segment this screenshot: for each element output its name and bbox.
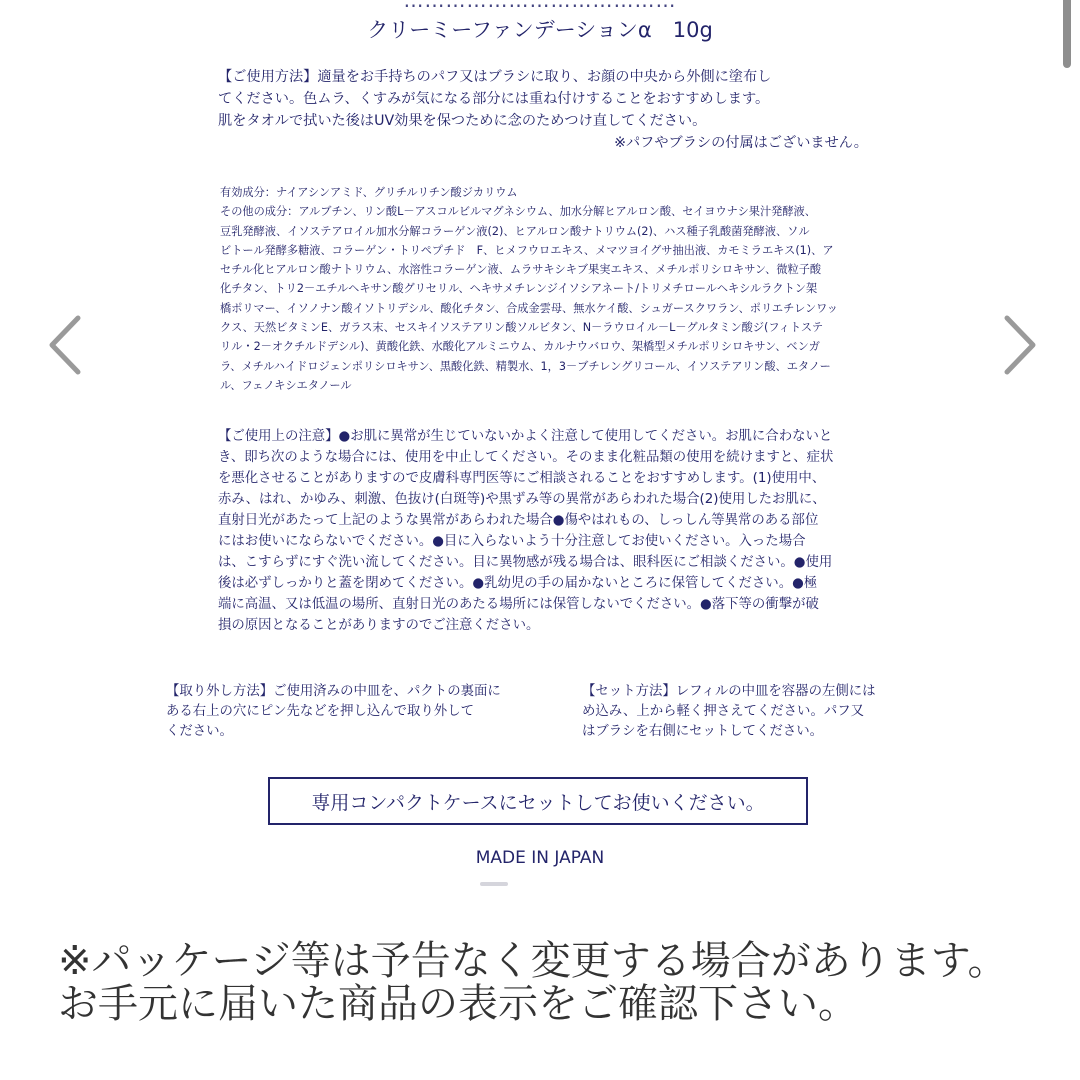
caution-line: を悪化させることがありますので皮膚科専門医等にご相談されることをおすすめします。(1)使用中、 — [218, 471, 826, 486]
next-image-button[interactable] — [995, 310, 1045, 380]
compact-case-notice-text: 専用コンパクトケースにセットしてお使いください。 — [311, 791, 765, 814]
ingredients-line: 化チタン、トリ2－エチルヘキサン酸グリセリル、ヘキサメチレンジイソシアネート/トリメチロールヘキシルラクトン架 — [220, 282, 818, 296]
ingredients-line: 豆乳発酵液、イソステアロイル加水分解コラーゲン液(2)、ヒアルロン酸ナトリウム(2)、ハス種子乳酸菌発酵液、ソル — [220, 224, 810, 238]
ingredients-line: ラ、メチルハイドロジェンポリシロキサン、黒酸化鉄、精製水、1，3－ブチレングリコール、イソステアリン酸、エタノー — [220, 359, 831, 373]
removal-instructions — [166, 682, 546, 742]
usage-line: 【ご使用方法】適量をお手持ちのパフ又はブラシに取り、お顔の中央から外側に塗布し — [218, 69, 772, 85]
caution-line: 後は必ずしっかりと蓋を閉めてください。●乳幼児の手の届かないところに保管してください。●極 — [218, 576, 818, 591]
usage-instructions — [218, 66, 868, 154]
decorative-mark — [480, 882, 508, 886]
setup-line: 【セット方法】レフィルの中皿を容器の左側には — [582, 684, 876, 699]
ingredients-line: 橋ポリマー、イソノナン酸イソトリデシル、酸化チタン、合成金雲母、無水ケイ酸、シュガースクワラン、ポリエチレンワッ — [220, 301, 838, 315]
ingredients-line: その他の成分：アルブチン、リン酸L－アスコルビルマグネシウム、加水分解ヒアルロン酸、セイヨウナシ果汁発酵液、 — [220, 205, 816, 219]
removal-line: ください。 — [166, 724, 233, 739]
removal-line: ある右上の穴にピン先などを押し込んで取り外して — [166, 704, 474, 719]
caution-line: 損の原因となることがありますのでご注意ください。 — [218, 618, 540, 633]
caution-line: は、こすらずにすぐ洗い流してください。目に異物感が残る場合は、眼科医にご相談ください。●使用 — [218, 555, 833, 570]
ingredients-line: ビトール発酵多糖液、コラーゲン・トリペプチド F、ヒメフウロエキス、メマツヨイグサ抽出液、カモミラエキス(1)、ア — [220, 243, 834, 257]
product-name: クリーミーファンデーションα 10g — [367, 18, 713, 42]
compact-case-notice — [268, 777, 808, 825]
usage-note: ※パフやブラシの付属はございません。 — [614, 135, 868, 151]
caution-line: 端に高温、又は低温の場所、直射日光のあたる場所には保管しないでください。●落下等の衝撃が破 — [218, 597, 819, 612]
usage-line: 肌をタオルで拭いた後はUV効果を保つために念のためつけ直してください。 — [218, 113, 707, 129]
caution-line: 赤み、はれ、かゆみ、刺激、色抜け(白斑等)や黒ずみ等の異常があらわれた場合(2)使用したお肌に、 — [218, 492, 826, 507]
setup-line: め込み、上から軽く押さえてください。パフ又 — [582, 704, 865, 719]
usage-line: てください。色ムラ、くすみが気になる部分には重ね付けすることをおすすめします。 — [218, 91, 770, 107]
caution-section — [218, 426, 868, 636]
ingredients-line: セチル化ヒアルロン酸ナトリウム、水溶性コラーゲン液、ムラサキシキブ果実エキス、メチルポリシロキサン、微粒子酸 — [220, 263, 822, 277]
package-change-disclaimer: ※パッケージ等は予告なく変更する場合があります。お手元に届いた商品の表示をご確認下さい。 — [58, 938, 1008, 1027]
previous-image-button[interactable] — [40, 310, 90, 380]
chevron-left-icon — [40, 310, 90, 380]
vertical-scrollbar[interactable] — [1063, 0, 1071, 68]
caution-line: 直射日光があたって上記のような異常があらわれた場合●傷やはれもの、しっしん等異常のある部位 — [218, 513, 819, 528]
caution-line: 【ご使用上の注意】●お肌に異常が生じていないかよく注意して使用してください。お肌に合わないと — [218, 429, 833, 444]
made-in-label: MADE IN JAPAN — [475, 848, 605, 868]
ingredients-line: 有効成分：ナイアシンアミド、グリチルリチン酸ジカリウム — [220, 186, 518, 199]
ingredients-line: クス、天然ビタミンE、ガラス末、セスキイソステアリン酸ソルビタン、N－ラウロイル－L－グルタミン酸ジ(フィトステ — [220, 321, 824, 335]
ingredients-list — [220, 183, 870, 395]
chevron-right-icon — [995, 310, 1045, 380]
ingredients-line: リル・2－オクチルドデシル)、黄酸化鉄、水酸化アルミニウム、カルナウバロウ、架橋型メチルポリシロキサン、ベンガ — [220, 340, 820, 354]
setup-instructions — [582, 682, 927, 742]
caution-line: にはお使いにならないでください。●目に入らないよう十分注意してお使いください。入った場合 — [218, 534, 806, 549]
removal-line: 【取り外し方法】ご使用済みの中皿を、パクトの裏面に — [166, 684, 501, 699]
caution-line: き、即ち次のような場合には、使用を中止してください。そのまま化粧品類の使用を続けますと、症状 — [218, 450, 834, 465]
setup-line: はブラシを右側にセットしてください。 — [582, 724, 824, 739]
ingredients-line: ル、フェノキシエタノール — [220, 378, 352, 392]
product-brand-line-cropped: ………………………………… — [403, 0, 677, 12]
